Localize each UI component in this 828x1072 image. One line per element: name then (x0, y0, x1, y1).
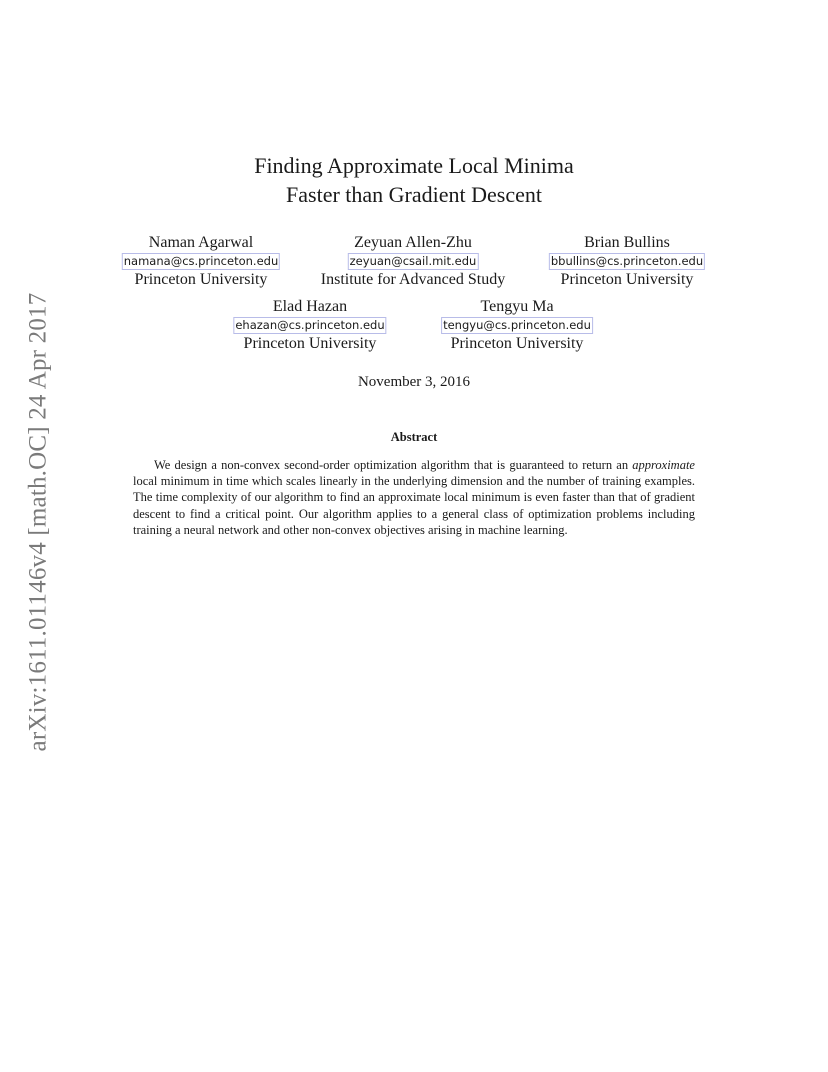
paper-title (0, 151, 828, 209)
author-email-link[interactable]: namana@cs.princeton.edu (123, 254, 279, 268)
abstract-body (133, 457, 695, 538)
author-email-link[interactable]: tengyu@cs.princeton.edu (443, 318, 591, 332)
abstract-emphasis: approximate (632, 458, 695, 472)
author-block-hazan (233, 297, 386, 353)
author-name: Brian Bullins (584, 234, 670, 251)
abstract-text-part-1: We design a non-convex second-order optimization algorithm that is guaranteed to return an (154, 458, 633, 472)
author-name: Tengyu Ma (480, 298, 554, 315)
abstract-text-part-2: local minimum in time which scales linearly in the underlying dimension and the number of training examples. The time complexity of our algorithm to find an approximate local minimum is even faster than that of gradient descent to find a critical point. Our algorithm applies to a general class of optimization problems including training a neural network and other non-convex objectives arising in machine learning. (133, 474, 695, 537)
abstract-heading: Abstract (390, 430, 438, 444)
author-block-ma (441, 297, 593, 353)
title-line-2: Faster than Gradient Descent (286, 182, 542, 207)
author-name: Naman Agarwal (148, 234, 254, 251)
author-name: Zeyuan Allen-Zhu (354, 234, 472, 251)
author-block-agarwal (122, 233, 280, 289)
publication-date: November 3, 2016 (357, 374, 471, 390)
author-block-allen-zhu (321, 233, 505, 289)
author-affiliation: Princeton University (450, 335, 584, 352)
author-affiliation: Princeton University (560, 271, 694, 288)
author-email-link[interactable]: bbullins@cs.princeton.edu (550, 254, 704, 268)
author-block-bullins (549, 233, 705, 289)
author-name: Elad Hazan (272, 298, 348, 315)
arxiv-identifier-text: arXiv:1611.01146v4 [math.OC] 24 Apr 2017 (24, 292, 52, 752)
author-email-link[interactable]: ehazan@cs.princeton.edu (235, 318, 385, 332)
author-email-link[interactable]: zeyuan@csail.mit.edu (349, 254, 477, 268)
title-line-1: Finding Approximate Local Minima (254, 153, 574, 178)
author-affiliation: Princeton University (243, 335, 377, 352)
author-affiliation: Institute for Advanced Study (320, 271, 506, 288)
author-affiliation: Princeton University (134, 271, 268, 288)
arxiv-identifier-stamp (18, 268, 58, 776)
